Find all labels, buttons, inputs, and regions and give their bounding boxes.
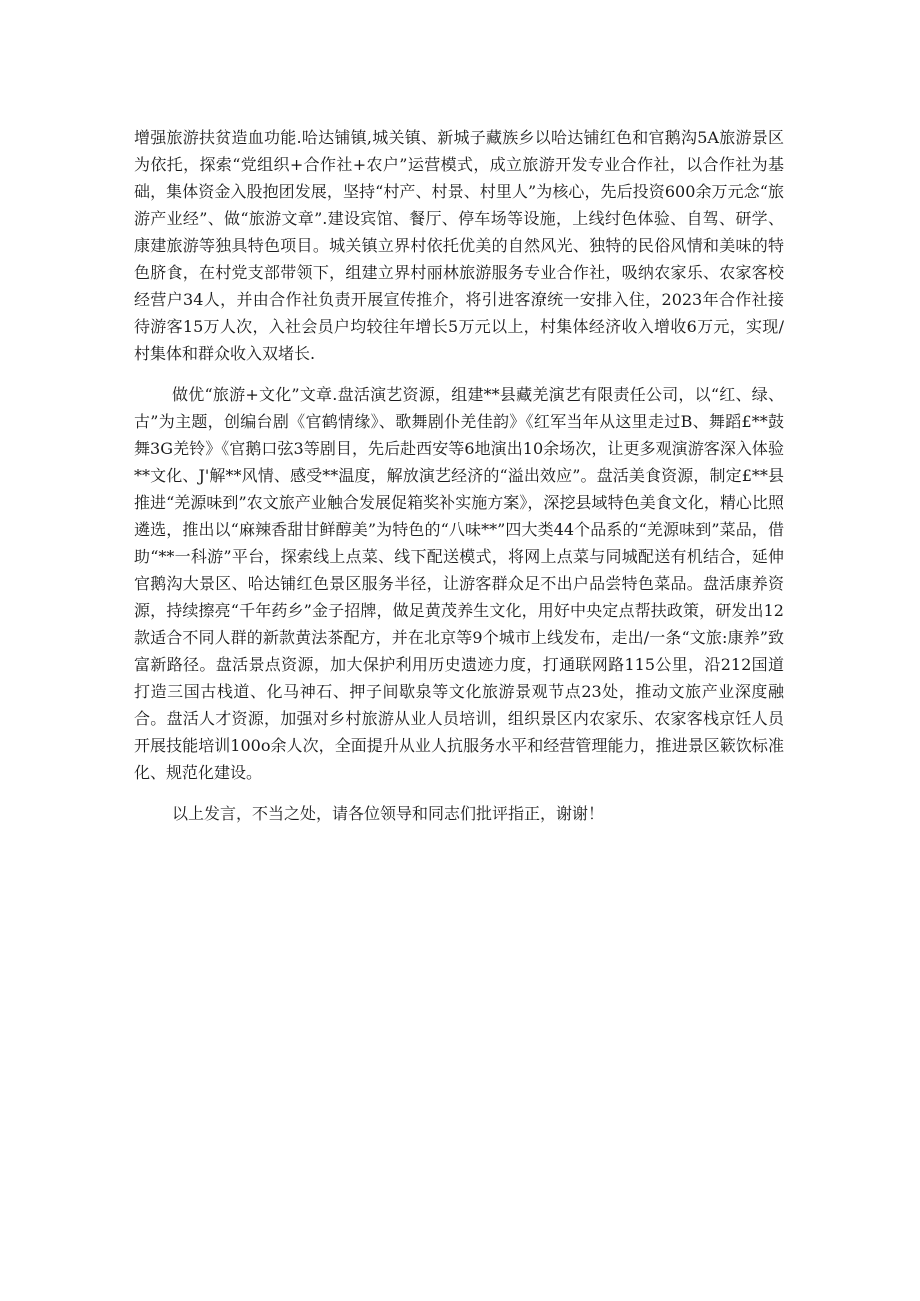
paragraph-tourism-poverty: 增强旅游扶贫造血功能.哈达铺镇,城关镇、新城子藏族乡以哈达铺红色和官鹅沟5A旅游景区为依托，探索“党组织+合作社+农户”运营模式，成立旅游开发专业合作社，以合作社为基础，集体资金入股抱团发展，坚持“村产、村景、村里人”为核心，先后投资600余万元念“旅游产业经”、做“旅游文章”.建设宾馆、餐厅、停车场等设施，上线纣色体验、自驾、研学、康建旅游等独具特色项目。城关镇立界村依托优美的自然风光、独特的民俗风情和美味的特色脐食，在村党支部带领下，组建立界村丽林旅游服务专业合作社，吸纳农家乐、农家客校经营户34人，并由合作社负责开展宣传推介，将引进客潦统一安排入住，2023年合作社接待游客15万人次，入社会员户均较往年增长5万元以上，村集体经济收入增收6万元，实现/村集体和群众收入双堵长.	[134, 128, 784, 363]
paragraph-tourism-culture: 做优“旅游+文化”文章.盘活演艺资源，组建**县藏羌演艺有限责任公司，以“红、绿、古”为主题，创编台剧《官鹤情缘》、歌舞剧仆羌佳韵》《红军当年从这里走过B、舞蹈£**鼓舞3G羌铃》《官鹅口弦3等剧目，先后赴西安等6地演出10余场次，让更多观演游客深入体验**文化、J'解**风情、感受**温度，解放演艺经济的“溢出效应”。盘活美食资源，制定£**县推进“羌源味到”农文旅产业触合发展促箱奖补实施方案》，深挖县域特色美食文化，精心比照遴选，推出以“麻辣香甜甘鲜醇美”为特色的“八味**”四大类44个品系的“羌源味到”菜品，借助“**一科游”平台，探索线上点菜、线下配送模式，将网上点菜与同城配送有机结合，延伸官鹅沟大景区、哈达铺红色景区服务半径，让游客群众足不出户品尝特色菜品。盘活康养资源，持续擦亮“千年药乡”金子招牌，做足黄茂养生文化，用好中央定点帮扶政策，研发出12款适合不同人群的新款黄法茶配方，并在北京等9个城市上线发布，走出/一条“文旅:康养”致富新路径。盘活景点资源，加大保护利用历史遗迹力度，打通联网路115公里，沿212国道打造三国古栈道、化马神石、押子间歇泉等文化旅游景观节点23处，推动文旅产业深度融合。盘活人才资源，加强对乡村旅游从业人员培训，组织景区内农家乐、农家客栈京饪人员开展技能培训100o余人次，全面提升从业人抗服务水平和经营管理能力，推进景区簌饮标准化、规范化建设。	[134, 385, 784, 782]
document-body	[134, 124, 784, 841]
paragraph-closing: 以上发言，不当之处，请各位领导和同志们批评指正，谢谢！	[172, 804, 605, 823]
